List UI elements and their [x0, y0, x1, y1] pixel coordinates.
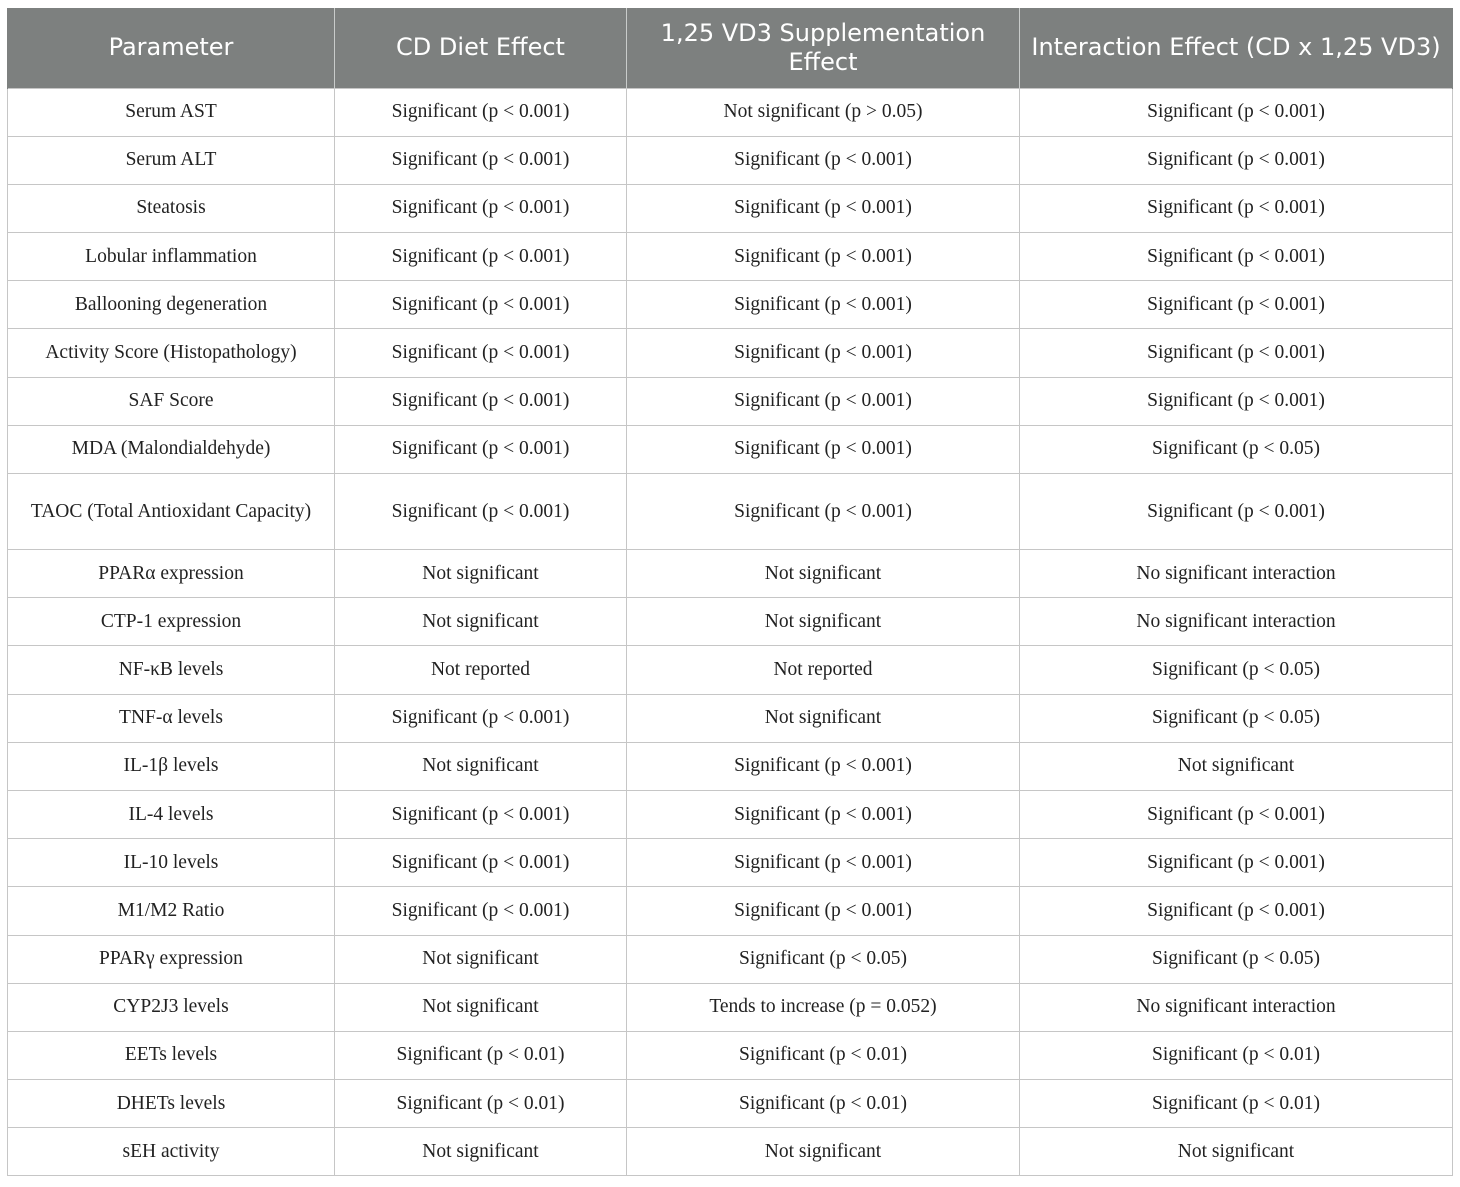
table-row	[8, 1080, 1453, 1128]
cell-vd3-effect: Significant (p < 0.001)	[627, 136, 1020, 184]
table-row	[8, 329, 1453, 377]
cell-cd-diet-effect: Significant (p < 0.001)	[335, 281, 627, 329]
table-row	[8, 839, 1453, 887]
cell-parameter: IL-4 levels	[8, 790, 335, 838]
table-row	[8, 1128, 1453, 1176]
cell-parameter: TNF-α levels	[8, 694, 335, 742]
table-row	[8, 694, 1453, 742]
cell-interaction-effect: Significant (p < 0.001)	[1020, 839, 1453, 887]
cell-interaction-effect: No significant interaction	[1020, 983, 1453, 1031]
cell-interaction-effect: Not significant	[1020, 1128, 1453, 1176]
cell-vd3-effect: Significant (p < 0.001)	[627, 281, 1020, 329]
cell-cd-diet-effect: Significant (p < 0.001)	[335, 425, 627, 473]
cell-vd3-effect: Significant (p < 0.001)	[627, 474, 1020, 550]
table-header	[8, 8, 1453, 88]
cell-cd-diet-effect: Significant (p < 0.01)	[335, 1080, 627, 1128]
table-row	[8, 136, 1453, 184]
cell-vd3-effect: Tends to increase (p = 0.052)	[627, 983, 1020, 1031]
cell-cd-diet-effect: Significant (p < 0.001)	[335, 88, 627, 136]
cell-cd-diet-effect: Not significant	[335, 1128, 627, 1176]
table-row	[8, 233, 1453, 281]
cell-parameter: NF-κB levels	[8, 646, 335, 694]
cell-vd3-effect: Significant (p < 0.001)	[627, 377, 1020, 425]
cell-interaction-effect: Significant (p < 0.05)	[1020, 935, 1453, 983]
cell-parameter: sEH activity	[8, 1128, 335, 1176]
table-row	[8, 474, 1453, 550]
cell-parameter: Serum AST	[8, 88, 335, 136]
cell-parameter: PPARγ expression	[8, 935, 335, 983]
cell-cd-diet-effect: Significant (p < 0.001)	[335, 839, 627, 887]
cell-vd3-effect: Significant (p < 0.001)	[627, 790, 1020, 838]
cell-interaction-effect: Significant (p < 0.01)	[1020, 1080, 1453, 1128]
cell-interaction-effect: Significant (p < 0.001)	[1020, 136, 1453, 184]
table-row	[8, 887, 1453, 935]
cell-vd3-effect: Not significant	[627, 694, 1020, 742]
cell-cd-diet-effect: Significant (p < 0.001)	[335, 790, 627, 838]
cell-parameter: CYP2J3 levels	[8, 983, 335, 1031]
cell-interaction-effect: Not significant	[1020, 742, 1453, 790]
cell-interaction-effect: Significant (p < 0.001)	[1020, 184, 1453, 232]
cell-parameter: TAOC (Total Antioxidant Capacity)	[8, 474, 335, 550]
table-row	[8, 550, 1453, 598]
cell-cd-diet-effect: Not significant	[335, 935, 627, 983]
table-row	[8, 598, 1453, 646]
cell-vd3-effect: Significant (p < 0.01)	[627, 1031, 1020, 1079]
cell-parameter: Activity Score (Histopathology)	[8, 329, 335, 377]
cell-vd3-effect: Not reported	[627, 646, 1020, 694]
cell-interaction-effect: Significant (p < 0.001)	[1020, 790, 1453, 838]
header-row	[8, 8, 1453, 88]
cell-cd-diet-effect: Significant (p < 0.001)	[335, 887, 627, 935]
cell-vd3-effect: Not significant	[627, 550, 1020, 598]
table-row	[8, 935, 1453, 983]
table-row	[8, 88, 1453, 136]
table-body	[8, 88, 1453, 1176]
table-row	[8, 425, 1453, 473]
cell-cd-diet-effect: Not significant	[335, 598, 627, 646]
cell-parameter: Ballooning degeneration	[8, 281, 335, 329]
table-row	[8, 790, 1453, 838]
cell-cd-diet-effect: Not significant	[335, 742, 627, 790]
table-row	[8, 377, 1453, 425]
cell-interaction-effect: Significant (p < 0.001)	[1020, 377, 1453, 425]
cell-parameter: DHETs levels	[8, 1080, 335, 1128]
cell-cd-diet-effect: Not significant	[335, 983, 627, 1031]
cell-parameter: M1/M2 Ratio	[8, 887, 335, 935]
cell-interaction-effect: Significant (p < 0.001)	[1020, 88, 1453, 136]
cell-vd3-effect: Significant (p < 0.001)	[627, 329, 1020, 377]
cell-interaction-effect: Significant (p < 0.01)	[1020, 1031, 1453, 1079]
table-row	[8, 742, 1453, 790]
cell-parameter: EETs levels	[8, 1031, 335, 1079]
cell-parameter: PPARα expression	[8, 550, 335, 598]
cell-parameter: MDA (Malondialdehyde)	[8, 425, 335, 473]
cell-interaction-effect: Significant (p < 0.05)	[1020, 646, 1453, 694]
cell-parameter: Steatosis	[8, 184, 335, 232]
column-header-parameter: Parameter	[8, 8, 335, 88]
cell-vd3-effect: Not significant	[627, 598, 1020, 646]
column-header-cd-diet-effect: CD Diet Effect	[335, 8, 627, 88]
cell-parameter: IL-10 levels	[8, 839, 335, 887]
cell-vd3-effect: Not significant (p > 0.05)	[627, 88, 1020, 136]
cell-cd-diet-effect: Significant (p < 0.001)	[335, 233, 627, 281]
cell-interaction-effect: No significant interaction	[1020, 598, 1453, 646]
cell-interaction-effect: Significant (p < 0.05)	[1020, 694, 1453, 742]
cell-interaction-effect: No significant interaction	[1020, 550, 1453, 598]
cell-interaction-effect: Significant (p < 0.05)	[1020, 425, 1453, 473]
cell-interaction-effect: Significant (p < 0.001)	[1020, 233, 1453, 281]
cell-interaction-effect: Significant (p < 0.001)	[1020, 281, 1453, 329]
cell-parameter: IL-1β levels	[8, 742, 335, 790]
cell-cd-diet-effect: Significant (p < 0.001)	[335, 377, 627, 425]
table-row	[8, 983, 1453, 1031]
table-row	[8, 1031, 1453, 1079]
cell-vd3-effect: Significant (p < 0.001)	[627, 839, 1020, 887]
cell-vd3-effect: Significant (p < 0.01)	[627, 1080, 1020, 1128]
table-row	[8, 646, 1453, 694]
cell-cd-diet-effect: Significant (p < 0.01)	[335, 1031, 627, 1079]
cell-cd-diet-effect: Not significant	[335, 550, 627, 598]
cell-vd3-effect: Significant (p < 0.001)	[627, 425, 1020, 473]
cell-vd3-effect: Significant (p < 0.001)	[627, 742, 1020, 790]
cell-interaction-effect: Significant (p < 0.001)	[1020, 474, 1453, 550]
cell-cd-diet-effect: Significant (p < 0.001)	[335, 184, 627, 232]
cell-vd3-effect: Not significant	[627, 1128, 1020, 1176]
column-header-interaction-effect: Interaction Effect (CD x 1,25 VD3)	[1020, 8, 1453, 88]
cell-vd3-effect: Significant (p < 0.001)	[627, 887, 1020, 935]
results-table	[7, 8, 1453, 1176]
results-table-container	[7, 8, 1452, 1176]
table-row	[8, 184, 1453, 232]
cell-interaction-effect: Significant (p < 0.001)	[1020, 329, 1453, 377]
table-row	[8, 281, 1453, 329]
cell-cd-diet-effect: Significant (p < 0.001)	[335, 474, 627, 550]
cell-parameter: Serum ALT	[8, 136, 335, 184]
cell-cd-diet-effect: Not reported	[335, 646, 627, 694]
cell-vd3-effect: Significant (p < 0.05)	[627, 935, 1020, 983]
cell-vd3-effect: Significant (p < 0.001)	[627, 184, 1020, 232]
cell-parameter: Lobular inflammation	[8, 233, 335, 281]
cell-parameter: CTP-1 expression	[8, 598, 335, 646]
cell-vd3-effect: Significant (p < 0.001)	[627, 233, 1020, 281]
cell-interaction-effect: Significant (p < 0.001)	[1020, 887, 1453, 935]
cell-cd-diet-effect: Significant (p < 0.001)	[335, 694, 627, 742]
cell-cd-diet-effect: Significant (p < 0.001)	[335, 136, 627, 184]
cell-parameter: SAF Score	[8, 377, 335, 425]
column-header-vd3-supplementation-effect: 1,25 VD3 Supplementation Effect	[627, 8, 1020, 88]
cell-cd-diet-effect: Significant (p < 0.001)	[335, 329, 627, 377]
